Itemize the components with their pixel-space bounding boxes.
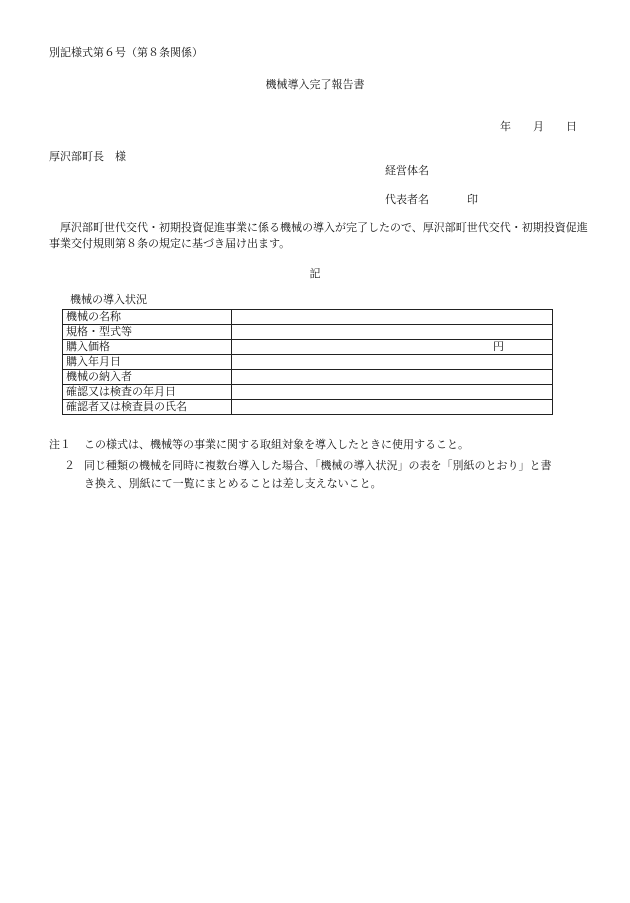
body-paragraph: 厚沢部町世代交代・初期投資促進事業に係る機械の導入が完了したので、厚沢部町世代交代・初期投資促進事業交付規則第８条の規定に基づき届け出ます。 [49, 221, 588, 250]
note-2-text-line2: き換え、別紙にて一覧にまとめることは差し支えないこと。 [84, 477, 382, 490]
row-value-spec-model [232, 325, 553, 340]
introduction-status-table [62, 309, 553, 415]
row-value-purchase-price: 円 [232, 340, 553, 355]
day-label: 日 [566, 120, 577, 133]
row-label-inspector-name: 確認者又は検査員の氏名 [63, 400, 232, 415]
representative-label: 代表者名 [385, 193, 429, 206]
form-id-label: 別記様式第６号（第８条関係） [49, 46, 203, 59]
table-row [63, 385, 553, 400]
month-label: 月 [533, 120, 544, 133]
note-2-text-line1: 同じ種類の機械を同時に複数台導入した場合、「機械の導入状況」の表を「別紙のとおり」と書 [84, 459, 552, 472]
representative-line [385, 193, 478, 208]
table-row [63, 370, 553, 385]
row-label-purchase-date: 購入年月日 [63, 355, 232, 370]
date-line [500, 120, 577, 135]
table-row [63, 355, 553, 370]
business-name-label: 経営体名 [385, 164, 429, 177]
row-value-inspector-name [232, 400, 553, 415]
note-1-text: この様式は、機械等の事業に関する取組対象を導入したときに使用すること。 [84, 438, 469, 451]
row-value-purchase-date [232, 355, 553, 370]
ki-heading: 記 [309, 267, 321, 280]
row-value-machine-name [232, 310, 553, 325]
row-label-spec-model: 規格・型式等 [63, 325, 232, 340]
table-row [63, 400, 553, 415]
table-caption: 機械の導入状況 [70, 293, 147, 306]
row-label-purchase-price: 購入価格 [63, 340, 232, 355]
note-1-number: 注１ [49, 438, 71, 451]
document-title: 機械導入完了報告書 [265, 78, 365, 91]
seal-mark: 印 [467, 193, 478, 206]
note-1 [49, 438, 469, 453]
row-label-supplier: 機械の納入者 [63, 370, 232, 385]
table-row [63, 325, 553, 340]
note-2 [49, 457, 589, 493]
table-row [63, 310, 553, 325]
addressee: 厚沢部町長 様 [49, 150, 126, 163]
row-value-inspection-date [232, 385, 553, 400]
row-label-inspection-date: 確認又は検査の年月日 [63, 385, 232, 400]
table-row [63, 340, 553, 355]
note-2-number: ２ [64, 459, 75, 472]
year-label: 年 [500, 120, 511, 133]
row-label-machine-name: 機械の名称 [63, 310, 232, 325]
row-value-supplier [232, 370, 553, 385]
